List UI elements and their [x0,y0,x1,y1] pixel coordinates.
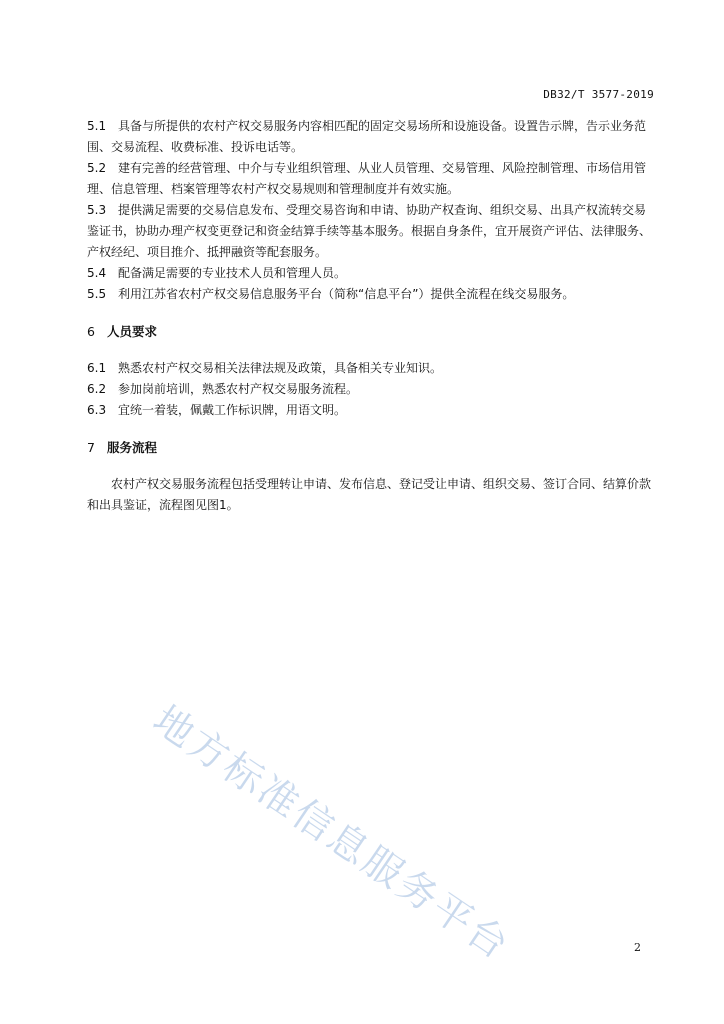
clause-number: 5.5 [87,287,107,301]
clause-text: 配备满足需要的专业技术人员和管理人员。 [118,266,347,280]
section-title: 人员要求 [107,324,158,339]
section-7-paragraph: 农村产权交易服务流程包括受理转让申请、发布信息、登记受让申请、组织交易、签订合同、结算价款和出具鉴证，流程图见图1。 [87,477,652,512]
section-heading-6 [87,321,657,342]
clause-6-3 [87,400,657,421]
watermark: 地方标准信息服务平台 [144,697,519,970]
clause-text: 具备与所提供的农村产权交易服务内容相匹配的固定交易场所和设施设备。设置告示牌，告示业务范围、交易流程、收费标准、投诉电话等。 [87,119,647,154]
page-number: 2 [634,941,641,954]
clause-text: 宜统一着装，佩戴工作标识牌，用语文明。 [118,403,347,417]
clause-text: 建有完善的经营管理、中介与专业组织管理、从业人员管理、交易管理、风险控制管理、市场信用管理、信息管理、档案管理等农村产权交易规则和管理制度并有效实施。 [87,161,647,196]
clause-6-2 [87,379,657,400]
clause-number: 5.3 [87,203,107,217]
clause-5-4 [87,263,657,284]
clause-number: 6.2 [87,382,107,396]
section-title: 服务流程 [107,440,158,455]
clause-number: 5.4 [87,266,107,280]
clause-number: 6.3 [87,403,107,417]
document-body [87,116,657,516]
clause-text: 熟悉农村产权交易相关法律法规及政策，具备相关专业知识。 [118,361,443,375]
section-number: 6 [87,324,95,339]
document-code: DB32/T 3577-2019 [543,88,654,101]
clause-text: 提供满足需要的交易信息发布、受理交易咨询和申请、协助产权查询、组织交易、出具产权流转交易鉴证书，协助办理产权变更登记和资金结算手续等基本服务。根据自身条件，宜开展资产评估、法律服务、产权经纪、项目推介、抵押融资等配套服务。 [87,203,652,259]
clause-5-5 [87,284,657,305]
clause-6-1 [87,358,657,379]
section-number: 7 [87,440,95,455]
clause-text: 参加岗前培训，熟悉农村产权交易服务流程。 [118,382,359,396]
clause-5-3 [87,200,657,263]
section-heading-7 [87,437,657,458]
clause-5-2 [87,158,657,200]
clause-number: 5.2 [87,161,107,175]
clause-5-1 [87,116,657,158]
clause-text: 利用江苏省农村产权交易信息服务平台（简称“信息平台”）提供全流程在线交易服务。 [118,287,575,301]
clause-number: 5.1 [87,119,107,133]
clause-number: 6.1 [87,361,107,375]
